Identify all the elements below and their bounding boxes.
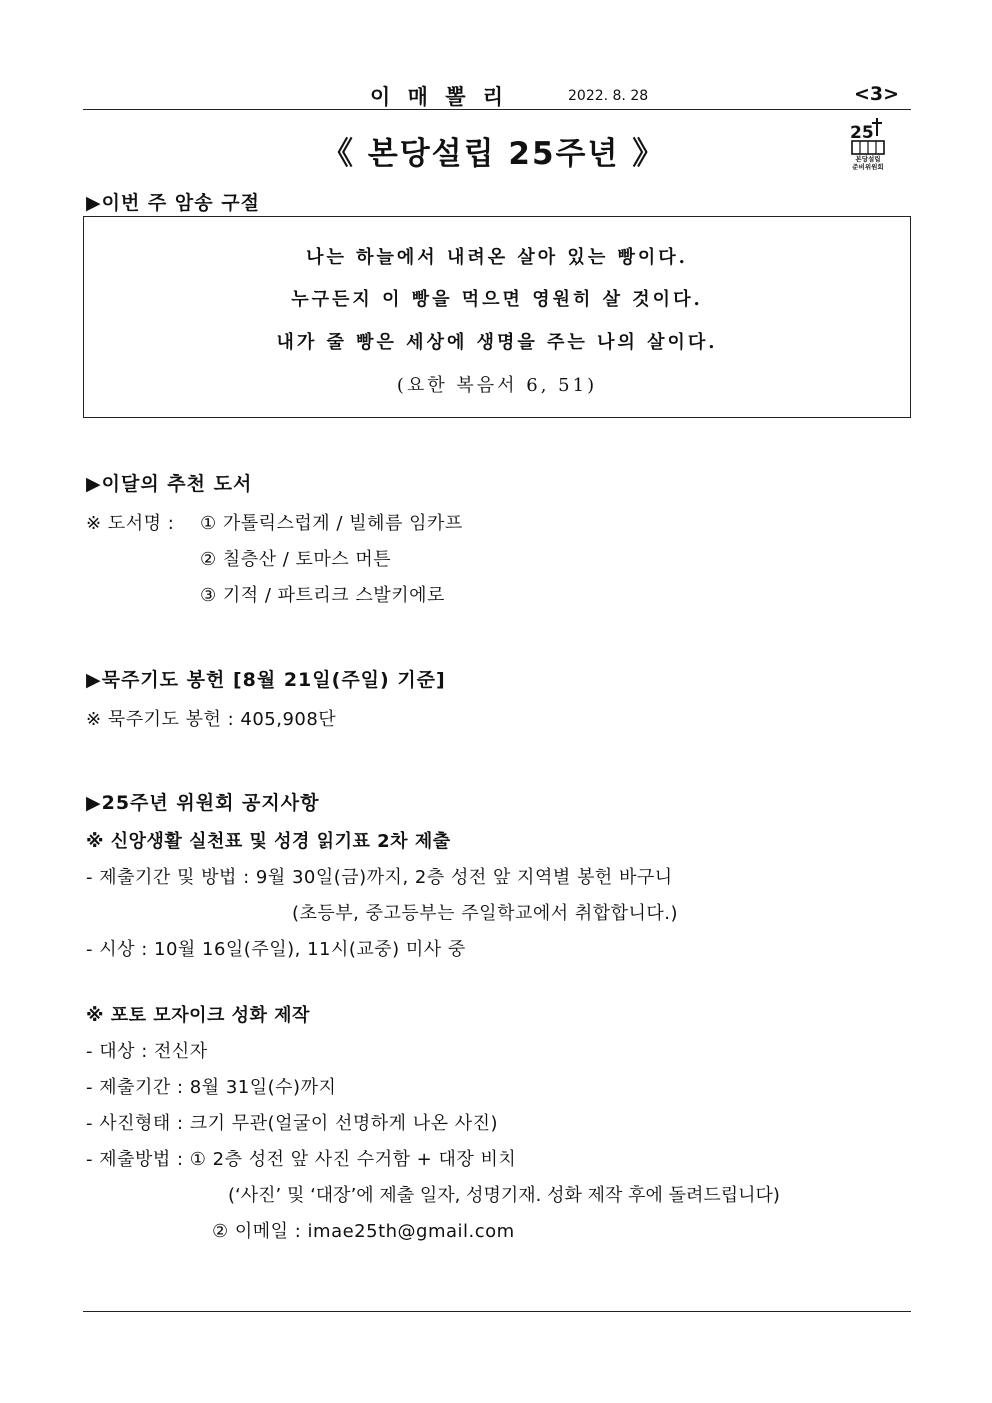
footer-rule <box>83 1311 911 1312</box>
notice-item1-period-note: (초등부, 중고등부는 주일학교에서 취합합니다.) <box>292 903 679 924</box>
notice-item2-target: - 대상 : 전신자 <box>86 1041 208 1062</box>
books-prefix: ※ 도서명 : <box>86 513 175 534</box>
verse-line-2: 누구든지 이 빵을 먹으면 영원히 살 것이다. <box>291 289 703 310</box>
anniversary-25-logo-icon <box>840 116 896 170</box>
page-title: 《 본당설립 25주년 》 <box>322 136 666 172</box>
header-rule <box>83 109 911 110</box>
notice-heading: ▶25주년 위원회 공지사항 <box>86 792 320 814</box>
page-number: <3> <box>854 83 900 105</box>
book-item-1: ① 가톨릭스럽게 / 빌헤름 임카프 <box>200 513 463 534</box>
book-item-3: ③ 기적 / 파트리크 스발키에로 <box>200 585 445 606</box>
logo-number: 25 <box>850 123 874 143</box>
rosary-count: ※ 묵주기도 봉헌 : 405,908단 <box>86 709 337 730</box>
publication-title: 이 매 뽈 리 <box>370 85 509 109</box>
notice-item1-title: ※ 신앙생활 실천표 및 성경 읽기표 2차 제출 <box>86 831 451 852</box>
notice-item2-title: ※ 포토 모자이크 성화 제작 <box>86 1005 310 1026</box>
verse-source: (요한 복음서 6, 51) <box>396 375 598 396</box>
books-heading: ▶이달의 추천 도서 <box>86 473 253 495</box>
verse-line-3: 내가 줄 빵은 세상에 생명을 주는 나의 살이다. <box>276 332 718 353</box>
notice-item2-period: - 제출기간 : 8월 31일(수)까지 <box>86 1077 337 1098</box>
logo-line1: 본당설립 <box>855 155 881 163</box>
notice-item2-photo: - 사진형태 : 크기 무관(얼굴이 선명하게 나온 사진) <box>86 1113 499 1134</box>
rosary-heading: ▶묵주기도 봉헌 [8월 21일(주일) 기준] <box>86 669 446 691</box>
book-item-2: ② 칠층산 / 토마스 머튼 <box>200 549 392 570</box>
notice-item2-method: - 제출방법 : ① 2층 성전 앞 사진 수거함 + 대장 비치 <box>86 1149 517 1170</box>
notice-item2-email[interactable]: ② 이메일 : imae25th@gmail.com <box>212 1221 515 1242</box>
verse-box <box>83 216 911 418</box>
notice-item1-period: - 제출기간 및 방법 : 9월 30일(금)까지, 2층 성전 앞 지역별 봉헌 바구니 <box>86 867 673 888</box>
verse-line-1: 나는 하늘에서 내려온 살아 있는 빵이다. <box>306 247 688 268</box>
logo-line2: 준비위원회 <box>852 163 884 170</box>
issue-date: 2022. 8. 28 <box>568 88 649 104</box>
notice-item2-method-note: (‘사진’ 및 ‘대장’에 제출 일자, 성명기재. 성화 제작 후에 돌려드립니다) <box>228 1185 780 1206</box>
notice-item1-award: - 시상 : 10월 16일(주일), 11시(교중) 미사 중 <box>86 939 466 960</box>
verse-section-heading: ▶이번 주 암송 구절 <box>86 192 260 214</box>
